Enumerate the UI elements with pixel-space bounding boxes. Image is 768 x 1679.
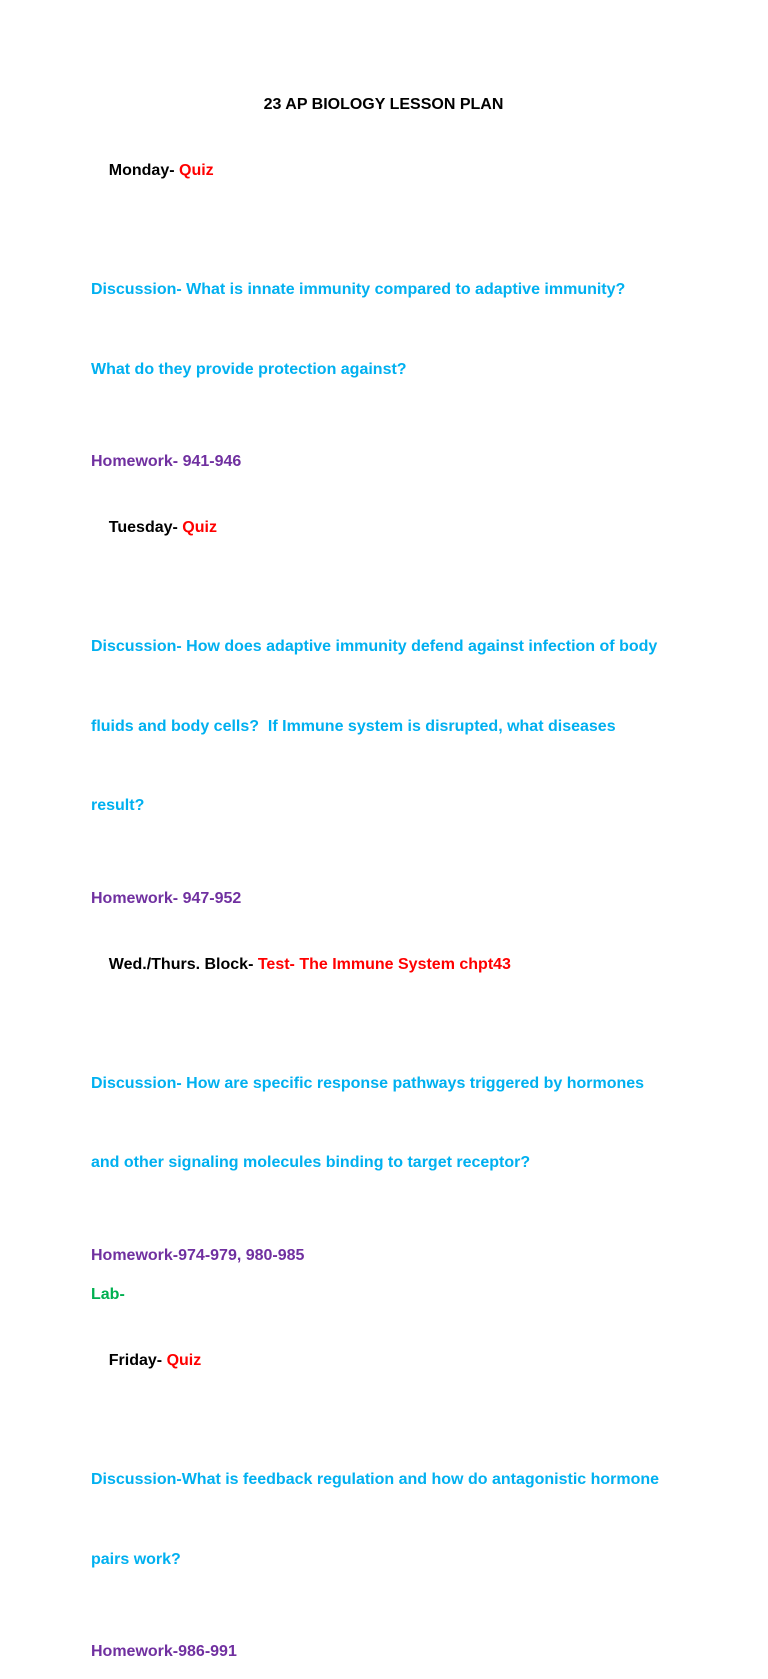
friday-homework: Homework-986-991	[91, 1643, 237, 1660]
tuesday-homework: Homework- 947-952	[91, 889, 242, 907]
monday-heading	[91, 132, 691, 212]
tuesday-discussion	[91, 581, 691, 873]
tuesday-heading	[91, 489, 691, 569]
monday-discussion	[91, 224, 691, 436]
wedthurs-discussion-line-2: and other signaling molecules binding to target receptor?	[91, 1154, 531, 1171]
tuesday-discussion-line-2: fluids and body cells? If Immune system is disrupted, what diseases	[91, 717, 616, 735]
monday-label: Monday-	[108, 162, 179, 179]
monday-discussion-line-1: Discussion- What is innate immunity compared to adaptive immunity?	[91, 281, 626, 298]
monday-homework: Homework- 941-946	[91, 453, 242, 470]
friday-discussion	[91, 1414, 691, 1626]
monday-discussion-line-2: What do they provide protection against?	[91, 360, 407, 378]
wedthurs-discussion-line-1: Discussion- How are specific response pathways triggered by hormones	[91, 1074, 645, 1092]
friday-label: Friday-	[108, 1352, 167, 1369]
wedthurs-heading	[91, 925, 691, 1005]
wedthurs-lab: Lab-	[91, 1286, 125, 1303]
tuesday-discussion-line-1: Discussion- How does adaptive immunity defend against infection of body	[91, 638, 658, 655]
friday-discussion-line-1: Discussion-What is feedback regulation and how do antagonistic hormone	[91, 1471, 660, 1488]
tuesday-event: Quiz	[182, 519, 217, 536]
wedthurs-discussion	[91, 1018, 691, 1230]
tuesday-discussion-line-3: result?	[91, 797, 145, 814]
wedthurs-event: Test- The Immune System chpt43	[257, 955, 511, 973]
lesson-plan-document	[91, 92, 691, 1679]
friday-heading	[91, 1322, 691, 1402]
friday-event: Quiz	[166, 1352, 202, 1369]
friday-discussion-line-2: pairs work?	[91, 1550, 181, 1568]
monday-event: Quiz	[179, 162, 214, 179]
wedthurs-homework: Homework-974-979, 980-985	[91, 1246, 305, 1264]
page-title: 23 AP BIOLOGY LESSON PLAN	[263, 96, 504, 113]
tuesday-label: Tuesday-	[108, 519, 183, 536]
wedthurs-label: Wed./Thurs. Block-	[108, 955, 258, 973]
